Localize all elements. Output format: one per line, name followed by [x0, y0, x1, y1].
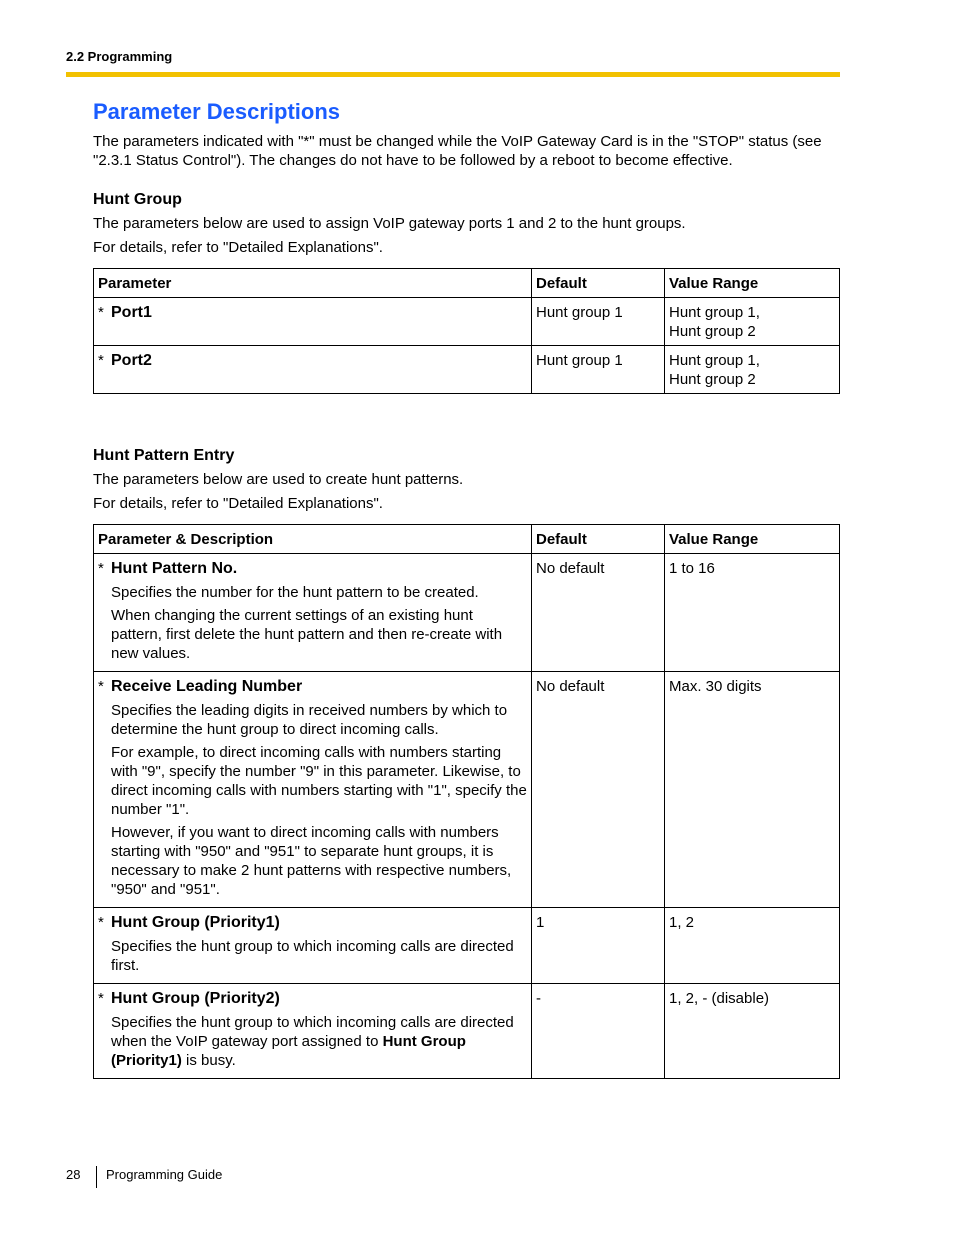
- table-row: [94, 298, 840, 346]
- parameter-name: Hunt Group (Priority2): [111, 990, 280, 1007]
- description-paragraph: However, if you want to direct incoming calls with numbers starting with "950" and "951" to separate hunt groups, it is necessary to make 2 hunt patterns with respective numbers, "950" and "951".: [111, 824, 512, 898]
- table-row: [94, 672, 840, 908]
- value-range-line: Hunt group 1,: [669, 304, 760, 321]
- description-paragraph: When changing the current settings of an existing hunt pattern, first delete the hunt pattern and then re-create with new values.: [111, 607, 503, 662]
- hunt-pattern-line-2: For details, refer to "Detailed Explanations".: [93, 495, 383, 512]
- parameter-name: Receive Leading Number: [111, 678, 303, 695]
- page-content: [93, 98, 843, 1079]
- parameter-description: [98, 583, 527, 663]
- hunt-group-table: [93, 268, 840, 394]
- description-paragraph: Specifies the leading digits in received numbers by which to determine the hunt group to direct incoming calls.: [111, 702, 508, 738]
- value-range-cell: Max. 30 digits: [665, 672, 840, 908]
- column-header-value-range: Value Range: [665, 269, 840, 298]
- column-header-parameter: Parameter: [94, 269, 532, 298]
- intro-paragraph: The parameters indicated with "*" must be changed while the VoIP Gateway Card is in the "STOP" status (see "2.3.1 Status Control"). The changes do not have to be followed by a reboot to become effective.: [93, 133, 822, 169]
- table-row: [94, 346, 840, 394]
- value-range-line: Hunt group 2: [669, 323, 756, 340]
- value-range-cell: 1, 2, - (disable): [665, 984, 840, 1079]
- table-row: [94, 984, 840, 1079]
- table-row: [94, 908, 840, 984]
- description-text: is busy.: [181, 1052, 236, 1069]
- hunt-pattern-line-1: The parameters below are used to create hunt patterns.: [93, 471, 464, 488]
- parameter-cell: [94, 554, 532, 672]
- description-paragraph: For example, to direct incoming calls with numbers starting with "9", specify the number "9" in this parameter. Likewise, to direct incoming calls with numbers starting with "1", specify the number "1".: [111, 744, 527, 818]
- value-range-cell: 1, 2: [665, 908, 840, 984]
- header-rule: [66, 72, 840, 77]
- footer-title: Programming Guide: [106, 1167, 223, 1182]
- table-header-row: [94, 525, 840, 554]
- hunt-pattern-heading: Hunt Pattern Entry: [93, 447, 235, 464]
- parameter-cell: [94, 984, 532, 1079]
- default-cell: No default: [532, 554, 665, 672]
- value-range-cell: [665, 298, 840, 346]
- parameter-description: [98, 701, 527, 899]
- parameter-name: Hunt Group (Priority1): [111, 914, 280, 931]
- parameter-cell: [94, 346, 532, 394]
- description-paragraph: [111, 1013, 527, 1070]
- parameter-name: Hunt Pattern No.: [111, 560, 238, 577]
- default-cell: 1: [532, 908, 665, 984]
- hunt-pattern-table: [93, 524, 840, 1079]
- section-label: 2.2 Programming: [66, 49, 173, 64]
- parameter-description: [98, 1013, 527, 1070]
- description-bold-reference: Hunt Group (Priority1): [111, 1033, 466, 1069]
- parameter-name: Port2: [111, 352, 152, 369]
- required-star: *: [98, 352, 104, 369]
- column-header-value-range: Value Range: [665, 525, 840, 554]
- required-star: *: [98, 304, 104, 321]
- parameter-cell: [94, 672, 532, 908]
- value-range-line: Hunt group 1,: [669, 352, 760, 369]
- default-cell: -: [532, 984, 665, 1079]
- hunt-group-line-2: For details, refer to "Detailed Explanations".: [93, 239, 383, 256]
- table-header-row: [94, 269, 840, 298]
- value-range-line: Hunt group 2: [669, 371, 756, 388]
- page-title: Parameter Descriptions: [93, 99, 340, 124]
- required-star: *: [98, 560, 104, 577]
- column-header-parameter-description: Parameter & Description: [94, 525, 532, 554]
- parameter-cell: [94, 298, 532, 346]
- value-range-cell: 1 to 16: [665, 554, 840, 672]
- value-range-cell: [665, 346, 840, 394]
- table-row: [94, 554, 840, 672]
- column-header-default: Default: [532, 525, 665, 554]
- parameter-name: Port1: [111, 304, 152, 321]
- description-paragraph: Specifies the hunt group to which incoming calls are directed first.: [111, 938, 514, 974]
- description-text: Specifies the hunt group to which incoming calls are directed when the VoIP gateway port assigned to: [111, 1014, 514, 1050]
- required-star: *: [98, 990, 104, 1007]
- hunt-group-line-1: The parameters below are used to assign VoIP gateway ports 1 and 2 to the hunt groups.: [93, 215, 686, 232]
- required-star: *: [98, 914, 104, 931]
- default-cell: No default: [532, 672, 665, 908]
- footer-divider: [96, 1166, 97, 1188]
- parameter-description: [98, 937, 527, 975]
- page-number: 28: [66, 1167, 81, 1182]
- parameter-cell: [94, 908, 532, 984]
- hunt-group-heading: Hunt Group: [93, 191, 182, 208]
- description-paragraph: Specifies the number for the hunt pattern to be created.: [111, 584, 479, 601]
- default-cell: Hunt group 1: [532, 346, 665, 394]
- required-star: *: [98, 678, 104, 695]
- default-cell: Hunt group 1: [532, 298, 665, 346]
- column-header-default: Default: [532, 269, 665, 298]
